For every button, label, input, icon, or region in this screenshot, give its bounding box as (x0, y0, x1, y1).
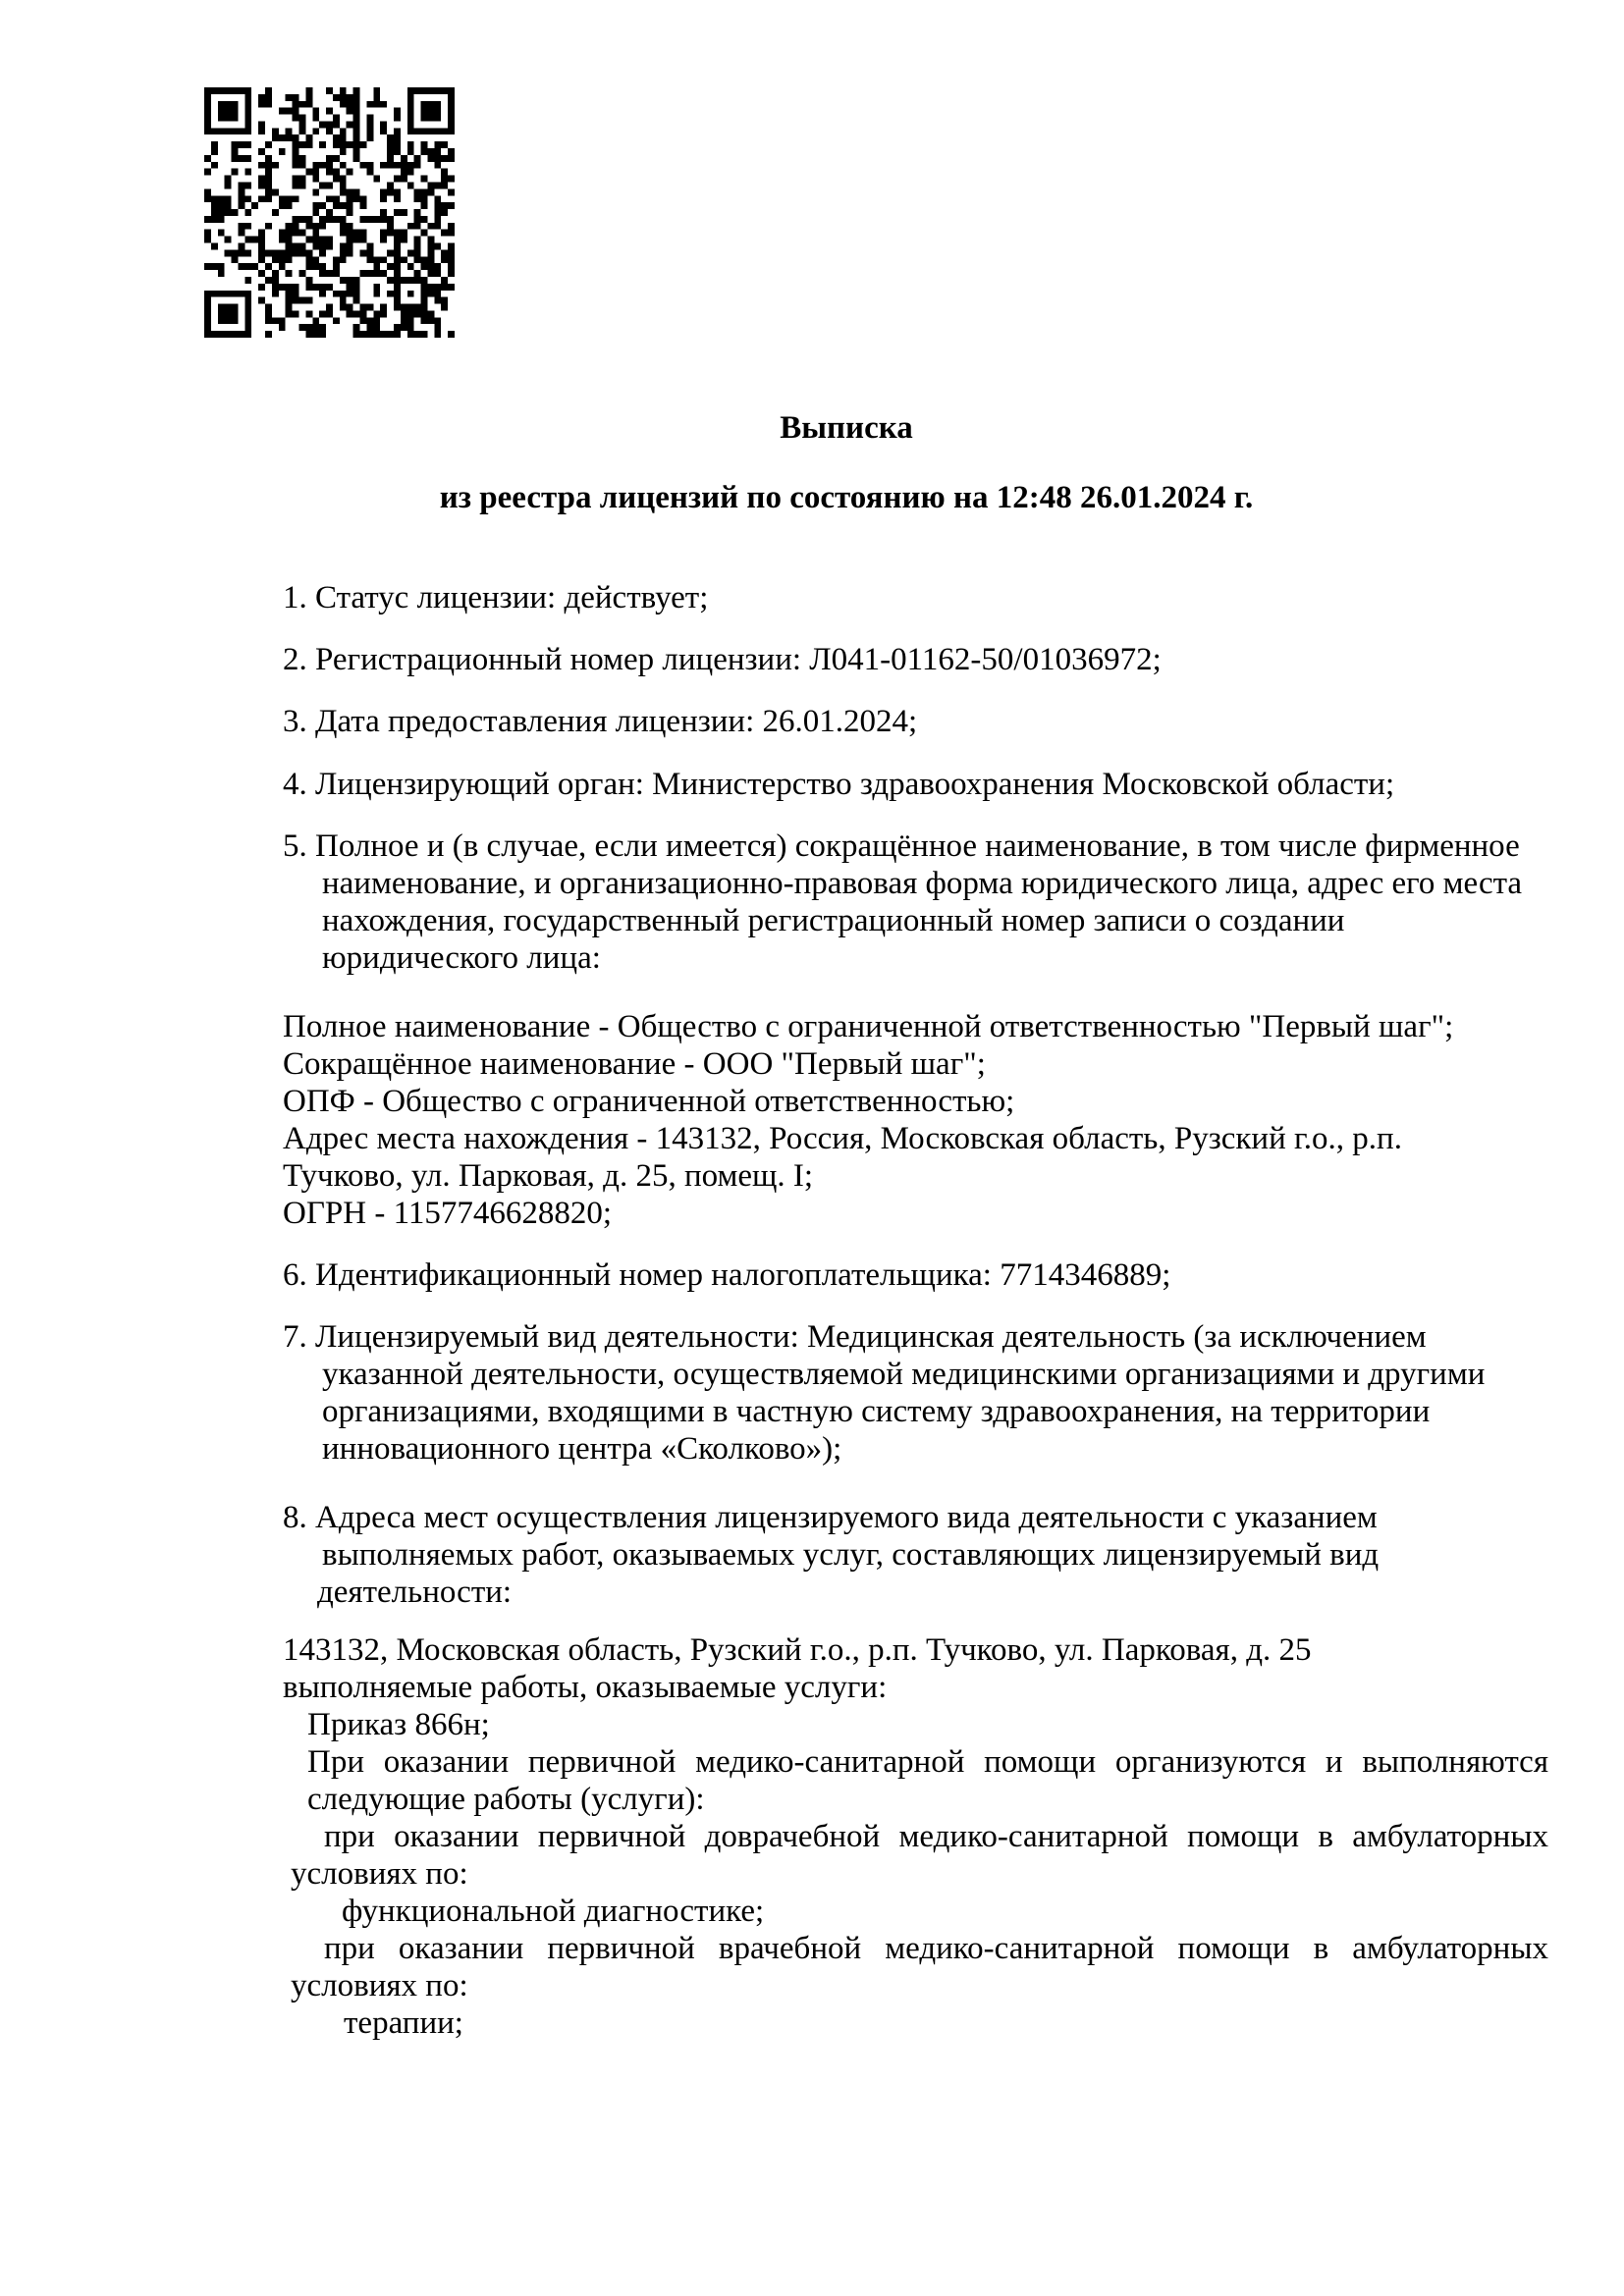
text-line: выполняемых работ, оказываемых услуг, составляющих лицензируемый вид (322, 1537, 1380, 1573)
text-line: 143132, Московская область, Рузский г.о., р.п. Тучково, ул. Парковая, д. 25 (283, 1632, 1312, 1668)
text-line: 2. Регистрационный номер лицензии: Л041-01162-50/01036972; (283, 642, 1162, 677)
text-line: Приказ 866н; (307, 1707, 490, 1742)
text-line: Полное наименование - Общество с ограниченной ответственностью "Первый шаг"; (283, 1009, 1454, 1044)
text-line: нахождения, государственный регистрационный номер записи о создании (322, 903, 1345, 938)
text-line: деятельности: (317, 1575, 513, 1610)
text-line: условиях по: (291, 1856, 468, 1892)
text-line: при оказании первичной врачебной медико-санитарной помощи в амбулаторных (324, 1931, 1548, 1966)
text-line: терапии; (344, 2005, 463, 2041)
text-line: 4. Лицензирующий орган: Министерство здравоохранения Московской области; (283, 767, 1395, 802)
text-line: 1. Статус лицензии: действует; (283, 580, 709, 615)
text-line: указанной деятельности, осуществляемой медицинскими организациями и другими (322, 1357, 1486, 1392)
text-line: инновационного центра «Сколково»); (322, 1431, 842, 1467)
text-line: условиях по: (291, 1968, 468, 2003)
text-line: функциональной диагностике; (342, 1894, 765, 1929)
text-line: юридического лица: (322, 940, 601, 976)
document-title: Выписка (780, 410, 913, 446)
text-line: следующие работы (услуги): (307, 1782, 705, 1817)
text-line: наименование, и организационно-правовая форма юридического лица, адрес его места (322, 866, 1523, 901)
text-line: 3. Дата предоставления лицензии: 26.01.2024; (283, 704, 918, 739)
text-line: Тучково, ул. Парковая, д. 25, помещ. I; (283, 1158, 814, 1194)
text-line: ОГРН - 1157746628820; (283, 1196, 613, 1231)
text-line: выполняемые работы, оказываемые услуги: (283, 1670, 888, 1705)
text-line: Сокращённое наименование - ООО "Первый шаг"; (283, 1046, 986, 1082)
qr-code (204, 87, 455, 338)
text-line: При оказании первичной медико-санитарной помощи организуются и выполняются (307, 1744, 1548, 1780)
document-body (283, 579, 1548, 2042)
text-line: 5. Полное и (в случае, если имеется) сокращённое наименование, в том числе фирменное (283, 828, 1520, 864)
text-line: Адрес места нахождения - 143132, Россия, Московская область, Рузский г.о., р.п. (283, 1121, 1402, 1156)
text-line: 7. Лицензируемый вид деятельности: Медицинская деятельность (за исключением (283, 1319, 1427, 1355)
text-line: ОПФ - Общество с ограниченной ответственностью; (283, 1084, 1015, 1119)
document-subtitle: из реестра лицензий по состоянию на 12:48 26.01.2024 г. (439, 480, 1254, 515)
text-line: 6. Идентификационный номер налогоплательщика: 7714346889; (283, 1257, 1171, 1293)
text-line: организациями, входящими в частную систему здравоохранения, на территории (322, 1394, 1431, 1429)
text-line: при оказании первичной доврачебной медико-санитарной помощи в амбулаторных (324, 1819, 1548, 1854)
text-line: 8. Адреса мест осуществления лицензируемого вида деятельности с указанием (283, 1500, 1378, 1535)
